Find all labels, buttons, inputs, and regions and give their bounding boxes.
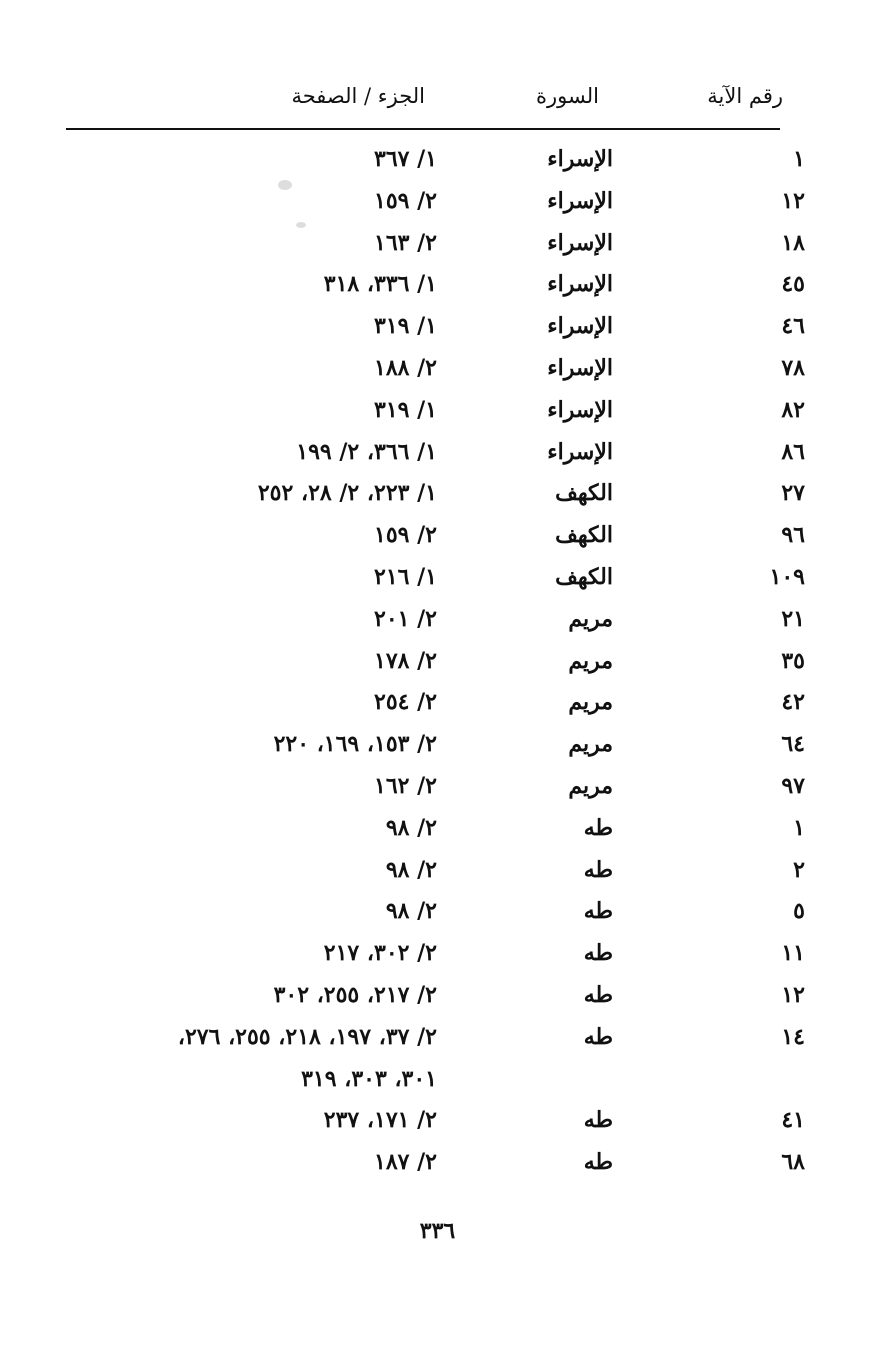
surah-name: طه	[583, 1023, 613, 1050]
surah-name: الإسراء	[547, 187, 613, 214]
ayah-number: ٦٨	[781, 1149, 805, 1176]
table-row	[0, 682, 885, 724]
header-volume-page: الجزء / الصفحة	[291, 84, 425, 108]
table-row	[0, 850, 885, 892]
ayah-number	[745, 1059, 805, 1101]
header-rule	[66, 128, 780, 130]
scan-smudge	[296, 222, 306, 228]
ayah-number: ٧٨	[781, 354, 805, 381]
ayah-number: ٥	[793, 898, 805, 925]
ayah-number: ١٢	[781, 981, 805, 1008]
table-row	[0, 473, 885, 515]
volume-page-ref: ٢/ ٩٨	[385, 856, 437, 883]
surah-name: الإسراء	[547, 396, 613, 423]
ayah-number: ١	[793, 814, 805, 841]
ayah-number: ٣٥	[781, 647, 805, 674]
table-row	[0, 223, 885, 265]
surah-name	[493, 1059, 613, 1101]
surah-name: الإسراء	[547, 438, 613, 465]
ayah-number: ٦٤	[781, 731, 805, 758]
header-ayah-number: رقم الآية	[707, 84, 783, 108]
volume-page-ref: ٢/ ١٧٨	[374, 647, 437, 674]
table-row	[0, 808, 885, 850]
volume-page-ref: ١/ ٣٣٦، ٣١٨	[323, 271, 437, 298]
ayah-number: ١١	[781, 940, 805, 967]
table-row	[0, 641, 885, 683]
index-table	[0, 139, 885, 1184]
volume-page-ref: ٢/ ١٦٢	[374, 772, 437, 799]
surah-name: الكهف	[555, 563, 613, 590]
ayah-number: ١	[793, 146, 805, 172]
table-row	[0, 390, 885, 432]
ayah-number: ٨٦	[781, 438, 805, 465]
table-row	[0, 515, 885, 557]
volume-page-ref: ٢/ ١٨٨	[374, 354, 437, 381]
table-row	[0, 139, 885, 181]
volume-page-ref: ٢/ ١٦٣	[374, 229, 437, 256]
volume-page-ref: ١/ ٣٦٧	[374, 146, 437, 172]
ayah-number: ٤٦	[781, 313, 805, 340]
volume-page-ref: ٢/ ٢٠١	[374, 605, 437, 632]
volume-page-ref: ١/ ٣٦٦، ٢/ ١٩٩	[296, 438, 437, 465]
surah-name: طه	[583, 981, 613, 1008]
volume-page-ref: ٢/ ١٨٧	[374, 1149, 437, 1176]
volume-page-ref: ٢/ ٢٥٤	[374, 689, 437, 716]
table-row	[0, 933, 885, 975]
table-row	[0, 181, 885, 223]
volume-page-ref: ١/ ٢٢٣، ٢/ ٢٨، ٢٥٢	[257, 480, 437, 507]
ayah-number: ٤٥	[781, 271, 805, 298]
ayah-number: ١٢	[781, 187, 805, 214]
volume-page-ref: ١/ ٣١٩	[374, 313, 437, 340]
scan-smudge	[278, 180, 292, 190]
ayah-number: ٩٦	[781, 522, 805, 549]
ayah-number: ٤٢	[781, 689, 805, 716]
table-row-continuation	[0, 1059, 885, 1101]
surah-name: مريم	[568, 772, 613, 799]
surah-name: طه	[583, 940, 613, 967]
table-row	[0, 264, 885, 306]
surah-name: طه	[583, 814, 613, 841]
table-row	[0, 975, 885, 1017]
table-row	[0, 432, 885, 474]
table-row	[0, 724, 885, 766]
surah-name: طه	[583, 898, 613, 925]
ayah-number: ٢	[793, 856, 805, 883]
volume-page-ref: ٢/ ١٥٣، ١٦٩، ٢٢٠	[273, 731, 437, 758]
table-row	[0, 348, 885, 390]
surah-name: طه	[583, 1107, 613, 1134]
ayah-number: ٢٧	[781, 480, 805, 507]
surah-name: الإسراء	[547, 229, 613, 256]
ayah-number: ١٠٩	[769, 563, 805, 590]
surah-name: الكهف	[555, 480, 613, 507]
page-number: ٣٣٦	[419, 1218, 456, 1244]
table-row	[0, 306, 885, 348]
table-row	[0, 891, 885, 933]
ayah-number: ٩٧	[781, 772, 805, 799]
volume-page-ref: ٢/ ١٥٩	[374, 522, 437, 549]
ayah-number: ١٤	[781, 1023, 805, 1050]
volume-page-ref: ٢/ ٩٨	[385, 898, 437, 925]
volume-page-ref: ٣٠١، ٣٠٣، ٣١٩	[301, 1065, 437, 1092]
surah-name: الإسراء	[547, 354, 613, 381]
ayah-number: ٢١	[781, 605, 805, 632]
table-row	[0, 1100, 885, 1142]
ayah-number: ١٨	[781, 229, 805, 256]
table-row	[0, 766, 885, 808]
ayah-number: ٨٢	[781, 396, 805, 423]
surah-name: الكهف	[555, 522, 613, 549]
header-surah: السورة	[536, 84, 599, 108]
volume-page-ref: ٢/ ٢١٧، ٢٥٥، ٣٠٢	[273, 981, 437, 1008]
volume-page-ref: ٢/ ٣٧، ١٩٧، ٢١٨، ٢٥٥، ٢٧٦،	[177, 1023, 437, 1050]
volume-page-ref: ٢/ ١٥٩	[374, 187, 437, 214]
surah-name: الإسراء	[547, 271, 613, 298]
surah-name: مريم	[568, 647, 613, 674]
ayah-number: ٤١	[781, 1107, 805, 1134]
surah-name: طه	[583, 856, 613, 883]
surah-name: الإسراء	[547, 313, 613, 340]
surah-name: طه	[583, 1149, 613, 1176]
volume-page-ref: ١/ ٢١٦	[374, 563, 437, 590]
table-row	[0, 1142, 885, 1184]
surah-name: مريم	[568, 605, 613, 632]
volume-page-ref: ٢/ ٣٠٢، ٢١٧	[323, 940, 437, 967]
table-row	[0, 557, 885, 599]
volume-page-ref: ٢/ ٩٨	[385, 814, 437, 841]
table-row	[0, 1017, 885, 1059]
table-row	[0, 599, 885, 641]
surah-name: مريم	[568, 689, 613, 716]
surah-name: مريم	[568, 731, 613, 758]
volume-page-ref: ٢/ ١٧١، ٢٣٧	[323, 1107, 437, 1134]
surah-name: الإسراء	[547, 146, 613, 172]
volume-page-ref: ١/ ٣١٩	[374, 396, 437, 423]
